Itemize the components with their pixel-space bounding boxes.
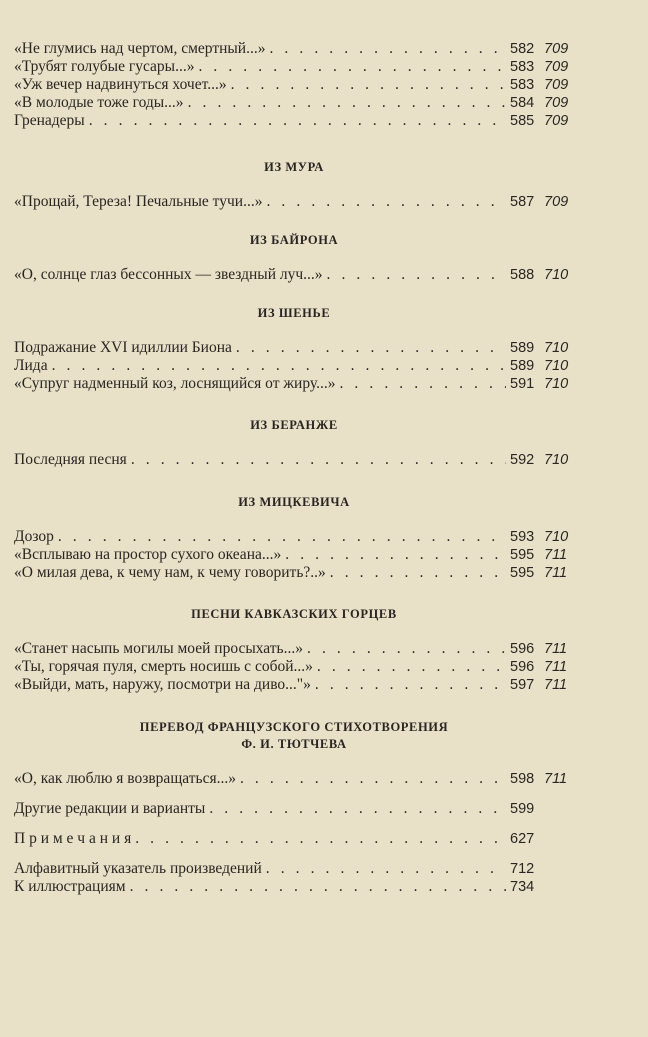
toc-entry: «Ты, горячая пуля, смерть носишь с собой...» . . . 596 711 bbox=[14, 658, 574, 676]
toc-group-heine bbox=[14, 40, 574, 130]
toc-group-byron bbox=[14, 232, 574, 284]
section-heading: ПЕРЕВОД ФРАНЦУЗСКОГО СТИХОТВОРЕНИЯ bbox=[139, 720, 449, 734]
toc-entry: «Супруг надменный коз, лоснящийся от жиру...» . . . 591 710 bbox=[14, 375, 574, 393]
section-heading: ИЗ МИЦКЕВИЧА bbox=[238, 495, 350, 509]
toc-entry: «Прощай, Тереза! Печальные тучи...» . . . 587 709 bbox=[14, 193, 574, 211]
toc-back-matter bbox=[14, 800, 574, 896]
toc-group-moore bbox=[14, 159, 574, 211]
toc-entry: «Не глумись над чертом, смертный...» . . . 582 709 bbox=[14, 40, 574, 58]
toc-group-mickiewicz bbox=[14, 494, 574, 582]
toc-entry: «В молодые тоже годы...» . . . 584 709 bbox=[14, 94, 574, 112]
section-heading: ИЗ БЕРАНЖЕ bbox=[250, 418, 338, 432]
toc-group-beranger bbox=[14, 417, 574, 469]
toc-entry: «О, солнце глаз бессонных — звездный луч...» . . . 588 710 bbox=[14, 266, 574, 284]
toc-entry: «О, как люблю я возвращаться...» . . . 598 711 bbox=[14, 770, 574, 788]
section-heading: ИЗ БАЙРОНА bbox=[249, 233, 339, 247]
table-of-contents bbox=[14, 40, 574, 896]
toc-entry: Дозор . . . 593 710 bbox=[14, 528, 574, 546]
toc-entry: Лида . . . 589 710 bbox=[14, 357, 574, 375]
toc-entry: Алфавитный указатель произведений . . . 712 bbox=[14, 860, 574, 878]
toc-group-tyutchev bbox=[14, 719, 574, 788]
section-heading: ИЗ ШЕНЬЕ bbox=[257, 306, 331, 320]
toc-entry: «Выйди, мать, наружу, посмотри на диво..."» . . . 597 711 bbox=[14, 676, 574, 694]
toc-entry: Гренадеры . . . 585 709 bbox=[14, 112, 574, 130]
toc-entry: П р и м е ч а н и я . . . 627 bbox=[14, 830, 574, 848]
toc-entry: «Всплываю на простор сухого океана...» . . . 595 711 bbox=[14, 546, 574, 564]
toc-entry: Другие редакции и варианты . . . 599 bbox=[14, 800, 574, 818]
section-heading: ИЗ МУРА bbox=[264, 160, 324, 174]
toc-entry: К иллюстрациям . . . 734 bbox=[14, 878, 574, 896]
toc-entry: «О милая дева, к чему нам, к чему говорить?..» . . . 595 711 bbox=[14, 564, 574, 582]
toc-group-caucasus bbox=[14, 606, 574, 694]
toc-entry: «Уж вечер надвинуться хочет...» . . . 583 709 bbox=[14, 76, 574, 94]
toc-group-chenier bbox=[14, 305, 574, 393]
section-heading: ПЕСНИ КАВКАЗСКИХ ГОРЦЕВ bbox=[191, 607, 397, 621]
toc-entry: Подражание XVI идиллии Биона . . . 589 710 bbox=[14, 339, 574, 357]
toc-entry: Последняя песня . . . 592 710 bbox=[14, 451, 574, 469]
toc-entry: «Трубят голубые гусары...» . . . 583 709 bbox=[14, 58, 574, 76]
section-subheading: Ф. И. ТЮТЧЕВА bbox=[241, 737, 347, 751]
toc-entry: «Станет насыпь могилы моей просыхать...» . . . 596 711 bbox=[14, 640, 574, 658]
